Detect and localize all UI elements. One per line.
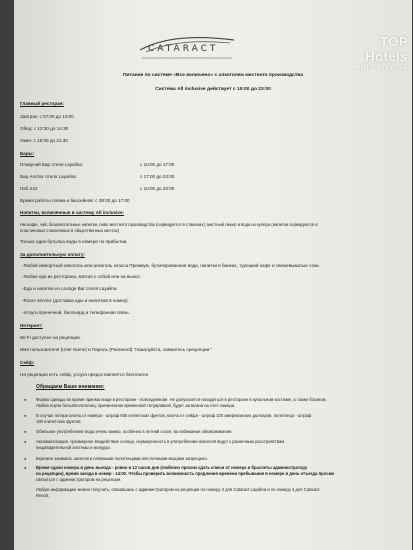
- logo-text: CATARACT: [148, 44, 219, 54]
- bar-row-time: с 10:00 до 17:00: [140, 162, 175, 167]
- attention-item: Обильное употребление воды очень важно, особенно в летний сезон, во избежание обезвоживания.: [36, 429, 233, 434]
- bullet-icon: ●: [24, 429, 27, 434]
- internet-text: Wi-Fi доступен на рецепции.: [20, 335, 81, 340]
- attention-item: В случае потери ключа от номера - штраф 650 египетских фунтов, ключа от сейфа - штраф 100 американских долларов, полотенца - штраф: [36, 413, 312, 418]
- bars-heading: Бары:: [20, 151, 35, 156]
- attention-item: Форма одежды во время приема пищи в ресторане - повседневная. Не допускается находиться в ресторане в купальном костюме, а также босиком.: [36, 397, 327, 402]
- bar-row-time: с 17:00 до 23:00: [140, 174, 175, 179]
- extra-item: -Room service (доставка еды и напитков в номер).: [22, 298, 129, 303]
- pool-hours: Время работы пляжа и бассейнов: с 08:00 до 17:00: [20, 198, 130, 203]
- internet-text: Имя пользователя (User Name) и Пароль (Password) "пожалуйста, свяжитесь срецепции.": [20, 347, 213, 352]
- attention-item: 180 египетских фунтов.: [36, 419, 82, 424]
- attention-item: пищеварительной системы и желудка.: [36, 445, 111, 450]
- bullet-icon: ●: [24, 465, 27, 470]
- restaurant-lunch: Обед: с 12:30 до 14:30: [20, 126, 69, 131]
- drinks-text: Нескафе, чай, безалкогольные напитки, пиво местного производства (сервируется в стаканах), местный ликер и вода из кулера (напитки сервируются в: [20, 222, 318, 227]
- bar-row-name: Паб 222: [20, 186, 38, 191]
- bottle-note: Только одна бутылка воды в номере по прибытии.: [20, 239, 128, 244]
- bullet-icon: ●: [24, 439, 27, 444]
- contact-note: Resort.: [36, 493, 50, 498]
- watermark-main: TOP Hotels: [365, 34, 408, 64]
- bar-row-time: с 10:00 до 23:00: [140, 186, 175, 191]
- bar-row-name: Плавучий Бар отеля Layalina:: [20, 162, 84, 167]
- extra-item: -Еда и напитки из Lounge Bar отеля Layalina.: [22, 286, 118, 291]
- attention-heading: Обращаем Ваше внимание:: [36, 384, 105, 390]
- attention-item: Бережно занимать шезлонги пляжными полотенцами или личными вещами запрещено.: [36, 456, 208, 461]
- restaurant-dinner: Ужин: с 19:00 до 21:30: [20, 138, 68, 143]
- extra-heading: За дополнительную оплату:: [20, 252, 85, 257]
- bullet-icon: ●: [24, 413, 27, 418]
- watermark-sub: ФОТО ТУРИСТА: [354, 65, 408, 71]
- attention-item: Любая порча белья/полотенец, причиненная временной татуировкой, будет записана на счет номера.: [36, 403, 236, 408]
- safe-heading: Сейф:: [20, 360, 35, 365]
- bar-row-name: Бар Anchor отеля Layalina:: [20, 174, 77, 179]
- document-sheet: [14, 0, 412, 550]
- restaurant-breakfast: Завтрак: с 07:00 до 10:00: [20, 114, 74, 119]
- attention-item: Время сдачи номера в день выезда - ровно в 12 часов дня (любезно просим сдать ключи от номера и браслеты администратору: [36, 465, 308, 470]
- cataract-logo: [132, 30, 242, 62]
- drinks-text: пластиковых стаканчиках в общественных местах): [20, 228, 120, 233]
- extra-item: -Любая еда из ресторана, взятая с собой или на вынос.: [22, 274, 142, 279]
- contact-note: Любую информацию можно получить, связавшись с администратором на рецепции по номеру 3 для Cataract Layalina и по номеру 4 для Cataract: [36, 487, 320, 492]
- document-title: Питание по системе «Все включено» с алкоголем местного производства: [123, 73, 303, 78]
- attention-item: связаться с администратором на рецепции.: [36, 477, 122, 482]
- document-subtitle: Система All inclusive действует с 10:00 до 23:00: [155, 87, 271, 92]
- extra-item: -Любой импортный алкоголь или алкоголь класса Премиум, бутилированная вода, напитки в банках, турецкий кофе и свежевыжатые соки.: [22, 263, 320, 268]
- internet-heading: Интернет:: [20, 323, 43, 328]
- watermark: [338, 34, 408, 71]
- restaurant-heading: Главный ресторан:: [20, 101, 64, 106]
- safe-text: На рецепции есть сейф, услуга предоставляется бесплатно: [20, 372, 149, 377]
- bullet-icon: ●: [24, 397, 27, 402]
- drinks-heading: Напитки, включённые в систему All inclusive:: [20, 210, 125, 215]
- attention-item: Акклиматизация, чрезмерное воздействие солнца, неумеренность в употреблении алкоголя ведут к различным расстройствам: [36, 439, 285, 444]
- extra-item: -Услуги прачечной, билльярд и телефонная связь.: [22, 310, 130, 315]
- bullet-icon: ●: [24, 456, 27, 461]
- attention-item: на рецепции), время заезда в номер - 14:00. Чтобы проверить возможность продления времени пребывания в номере в день отъезда просим: [36, 471, 335, 476]
